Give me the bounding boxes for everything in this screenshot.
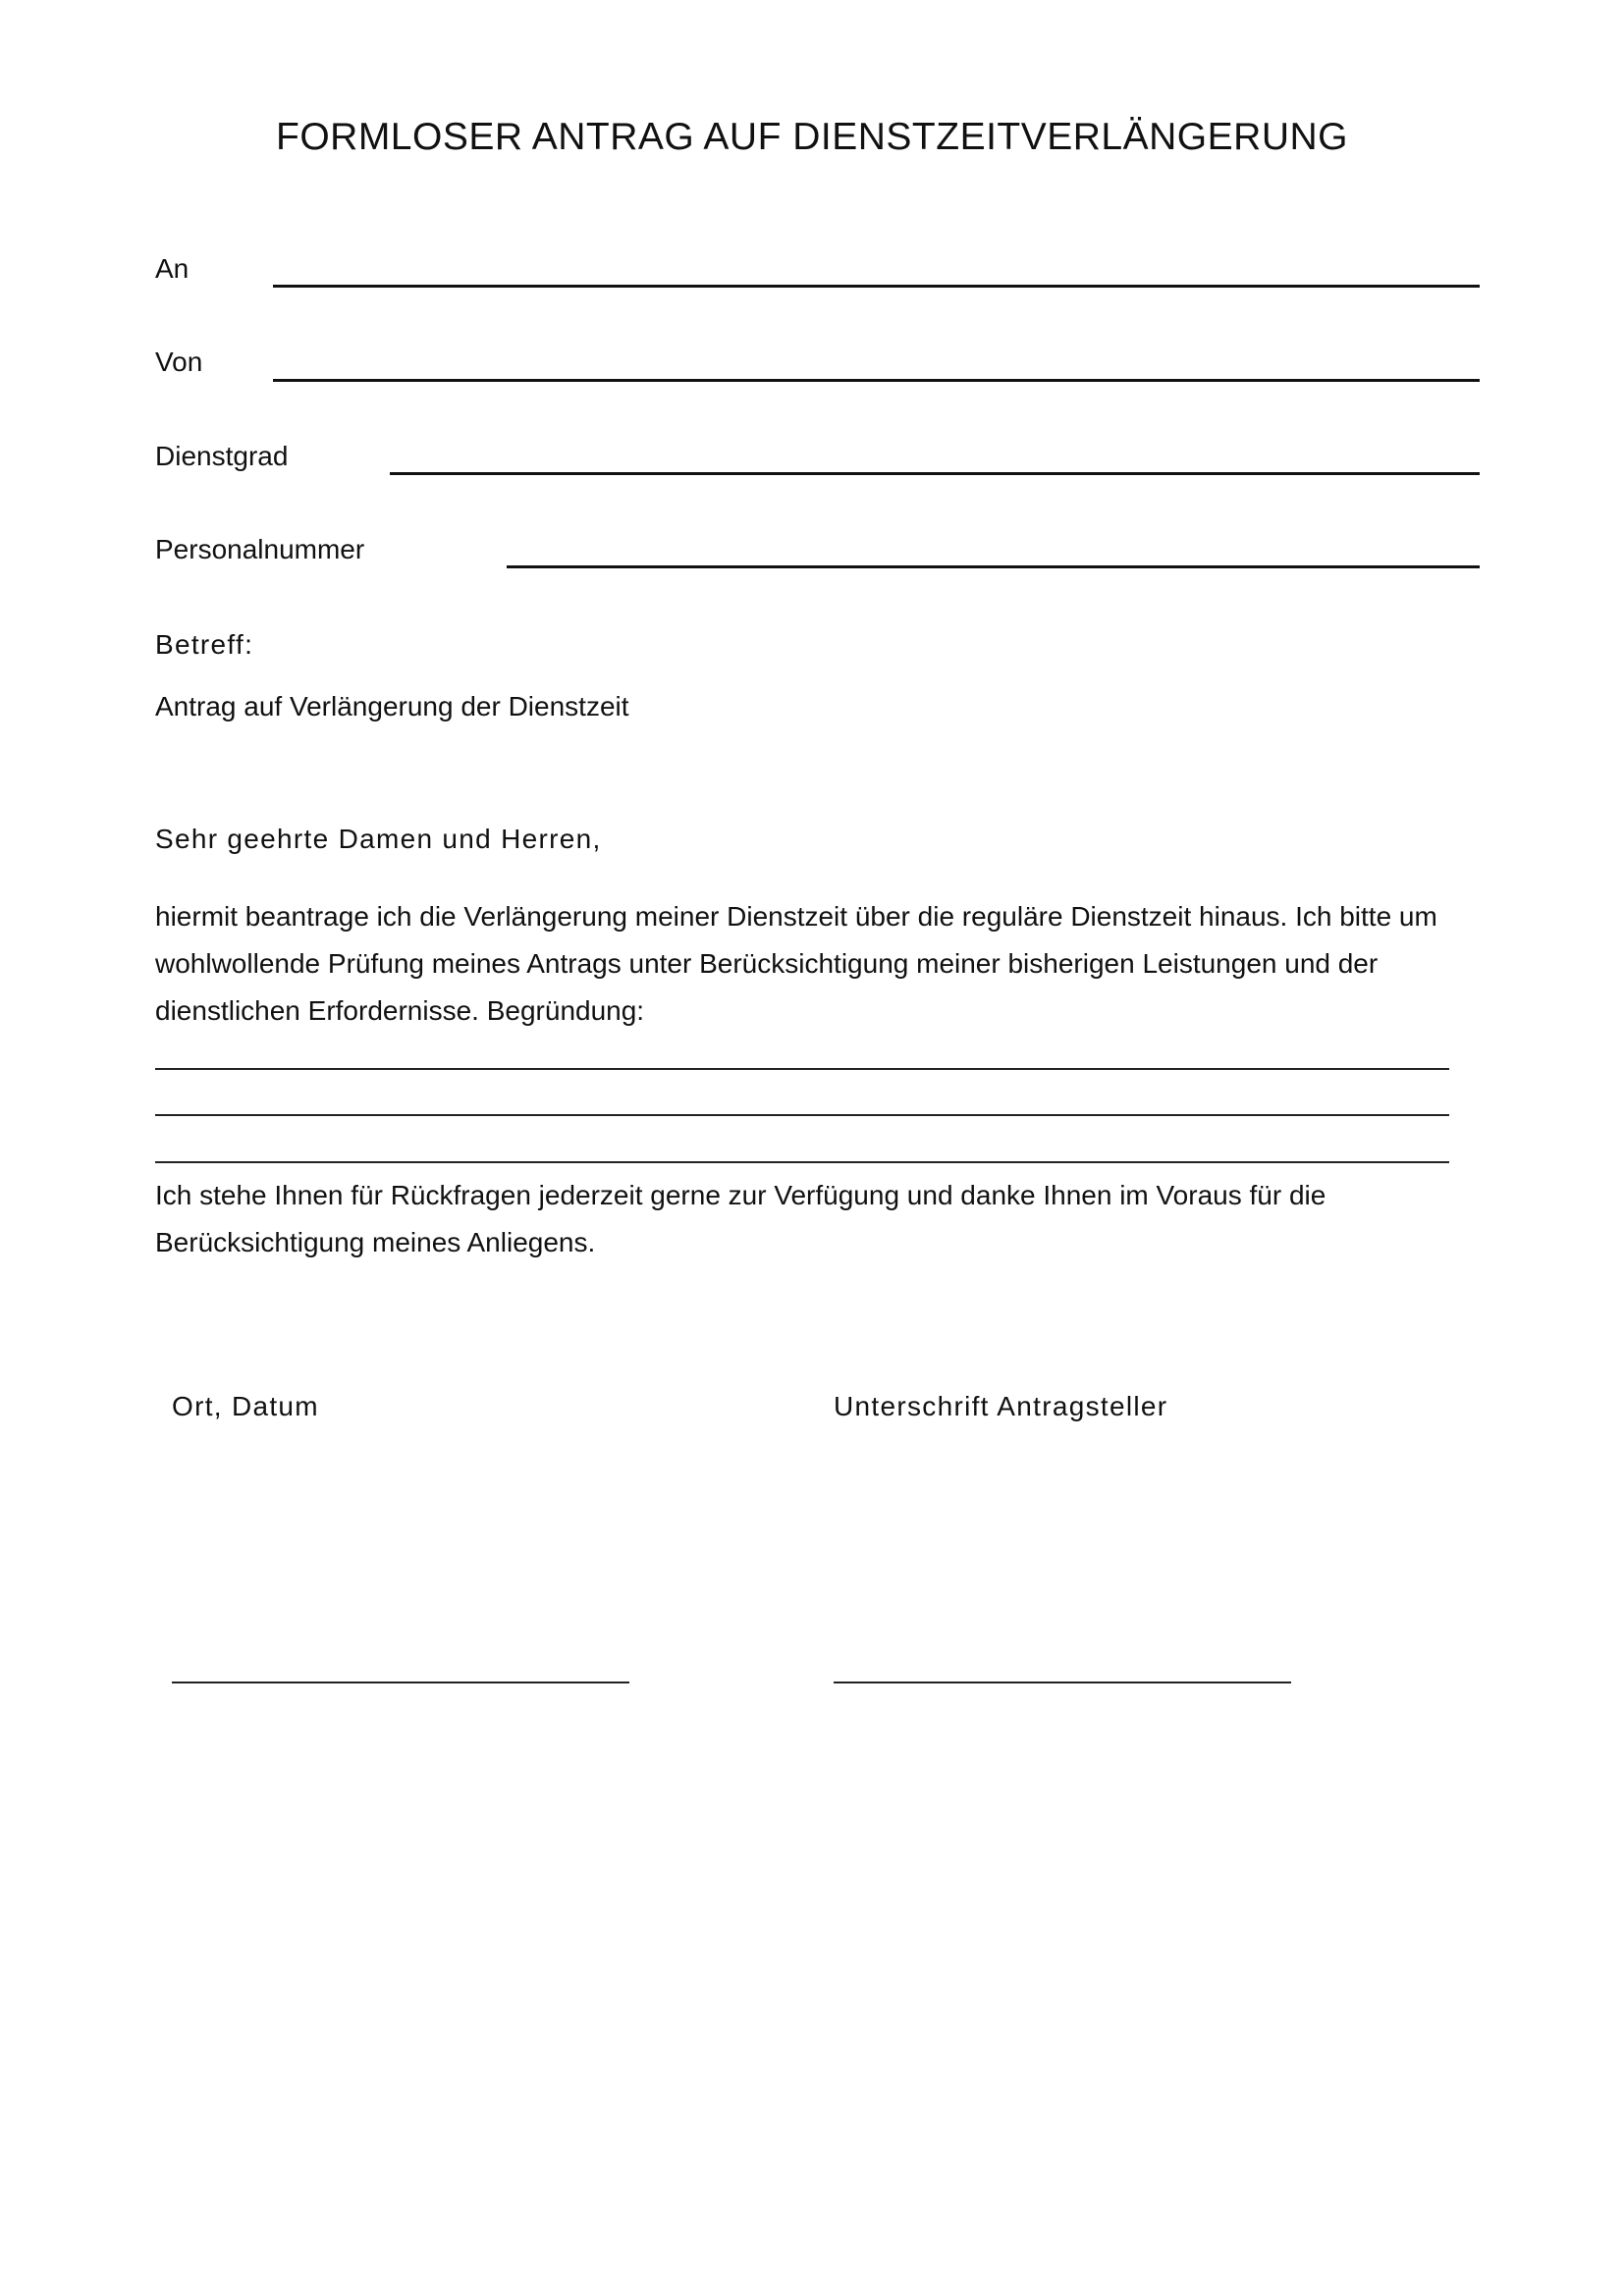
field-line-personalnummer[interactable] [507, 565, 1480, 568]
signature-line[interactable] [834, 1682, 1291, 1683]
applicant-signature-label: Unterschrift Antragsteller [834, 1391, 1168, 1421]
closing-paragraph: Ich stehe Ihnen für Rückfragen jederzeit gerne zur Verfügung und danke Ihnen im Voraus für die Berücksichtigung meines Anliegens. [155, 1180, 1326, 1257]
reason-line-3[interactable] [155, 1161, 1449, 1163]
reason-line-2[interactable] [155, 1114, 1449, 1116]
reason-line-1[interactable] [155, 1068, 1449, 1070]
field-label-von: Von [155, 347, 203, 377]
field-line-dienstgrad[interactable] [390, 472, 1480, 475]
salutation: Sehr geehrte Damen und Herren, [155, 824, 602, 854]
field-line-an[interactable] [273, 285, 1480, 288]
body-paragraph: hiermit beantrage ich die Verlängerung meiner Dienstzeit über die reguläre Dienstzeit hinaus. Ich bitte um wohlwollende Prüfung meines Antrags unter Berücksichtigung meiner bisherigen Leistungen und der dienstlichen Erfordernisse. Begründung: [155, 901, 1437, 1026]
place-date-label: Ort, Datum [172, 1391, 319, 1421]
document-title: FORMLOSER ANTRAG AUF DIENSTZEITVERLÄNGERUNG [276, 116, 1348, 158]
field-label-dienstgrad: Dienstgrad [155, 441, 289, 471]
place-date-line[interactable] [172, 1682, 629, 1683]
field-label-an: An [155, 253, 189, 284]
subject-label: Betreff: [155, 629, 254, 660]
subject-text: Antrag auf Verlängerung der Dienstzeit [155, 691, 629, 721]
field-label-personalnummer: Personalnummer [155, 534, 365, 564]
field-line-von[interactable] [273, 379, 1480, 382]
